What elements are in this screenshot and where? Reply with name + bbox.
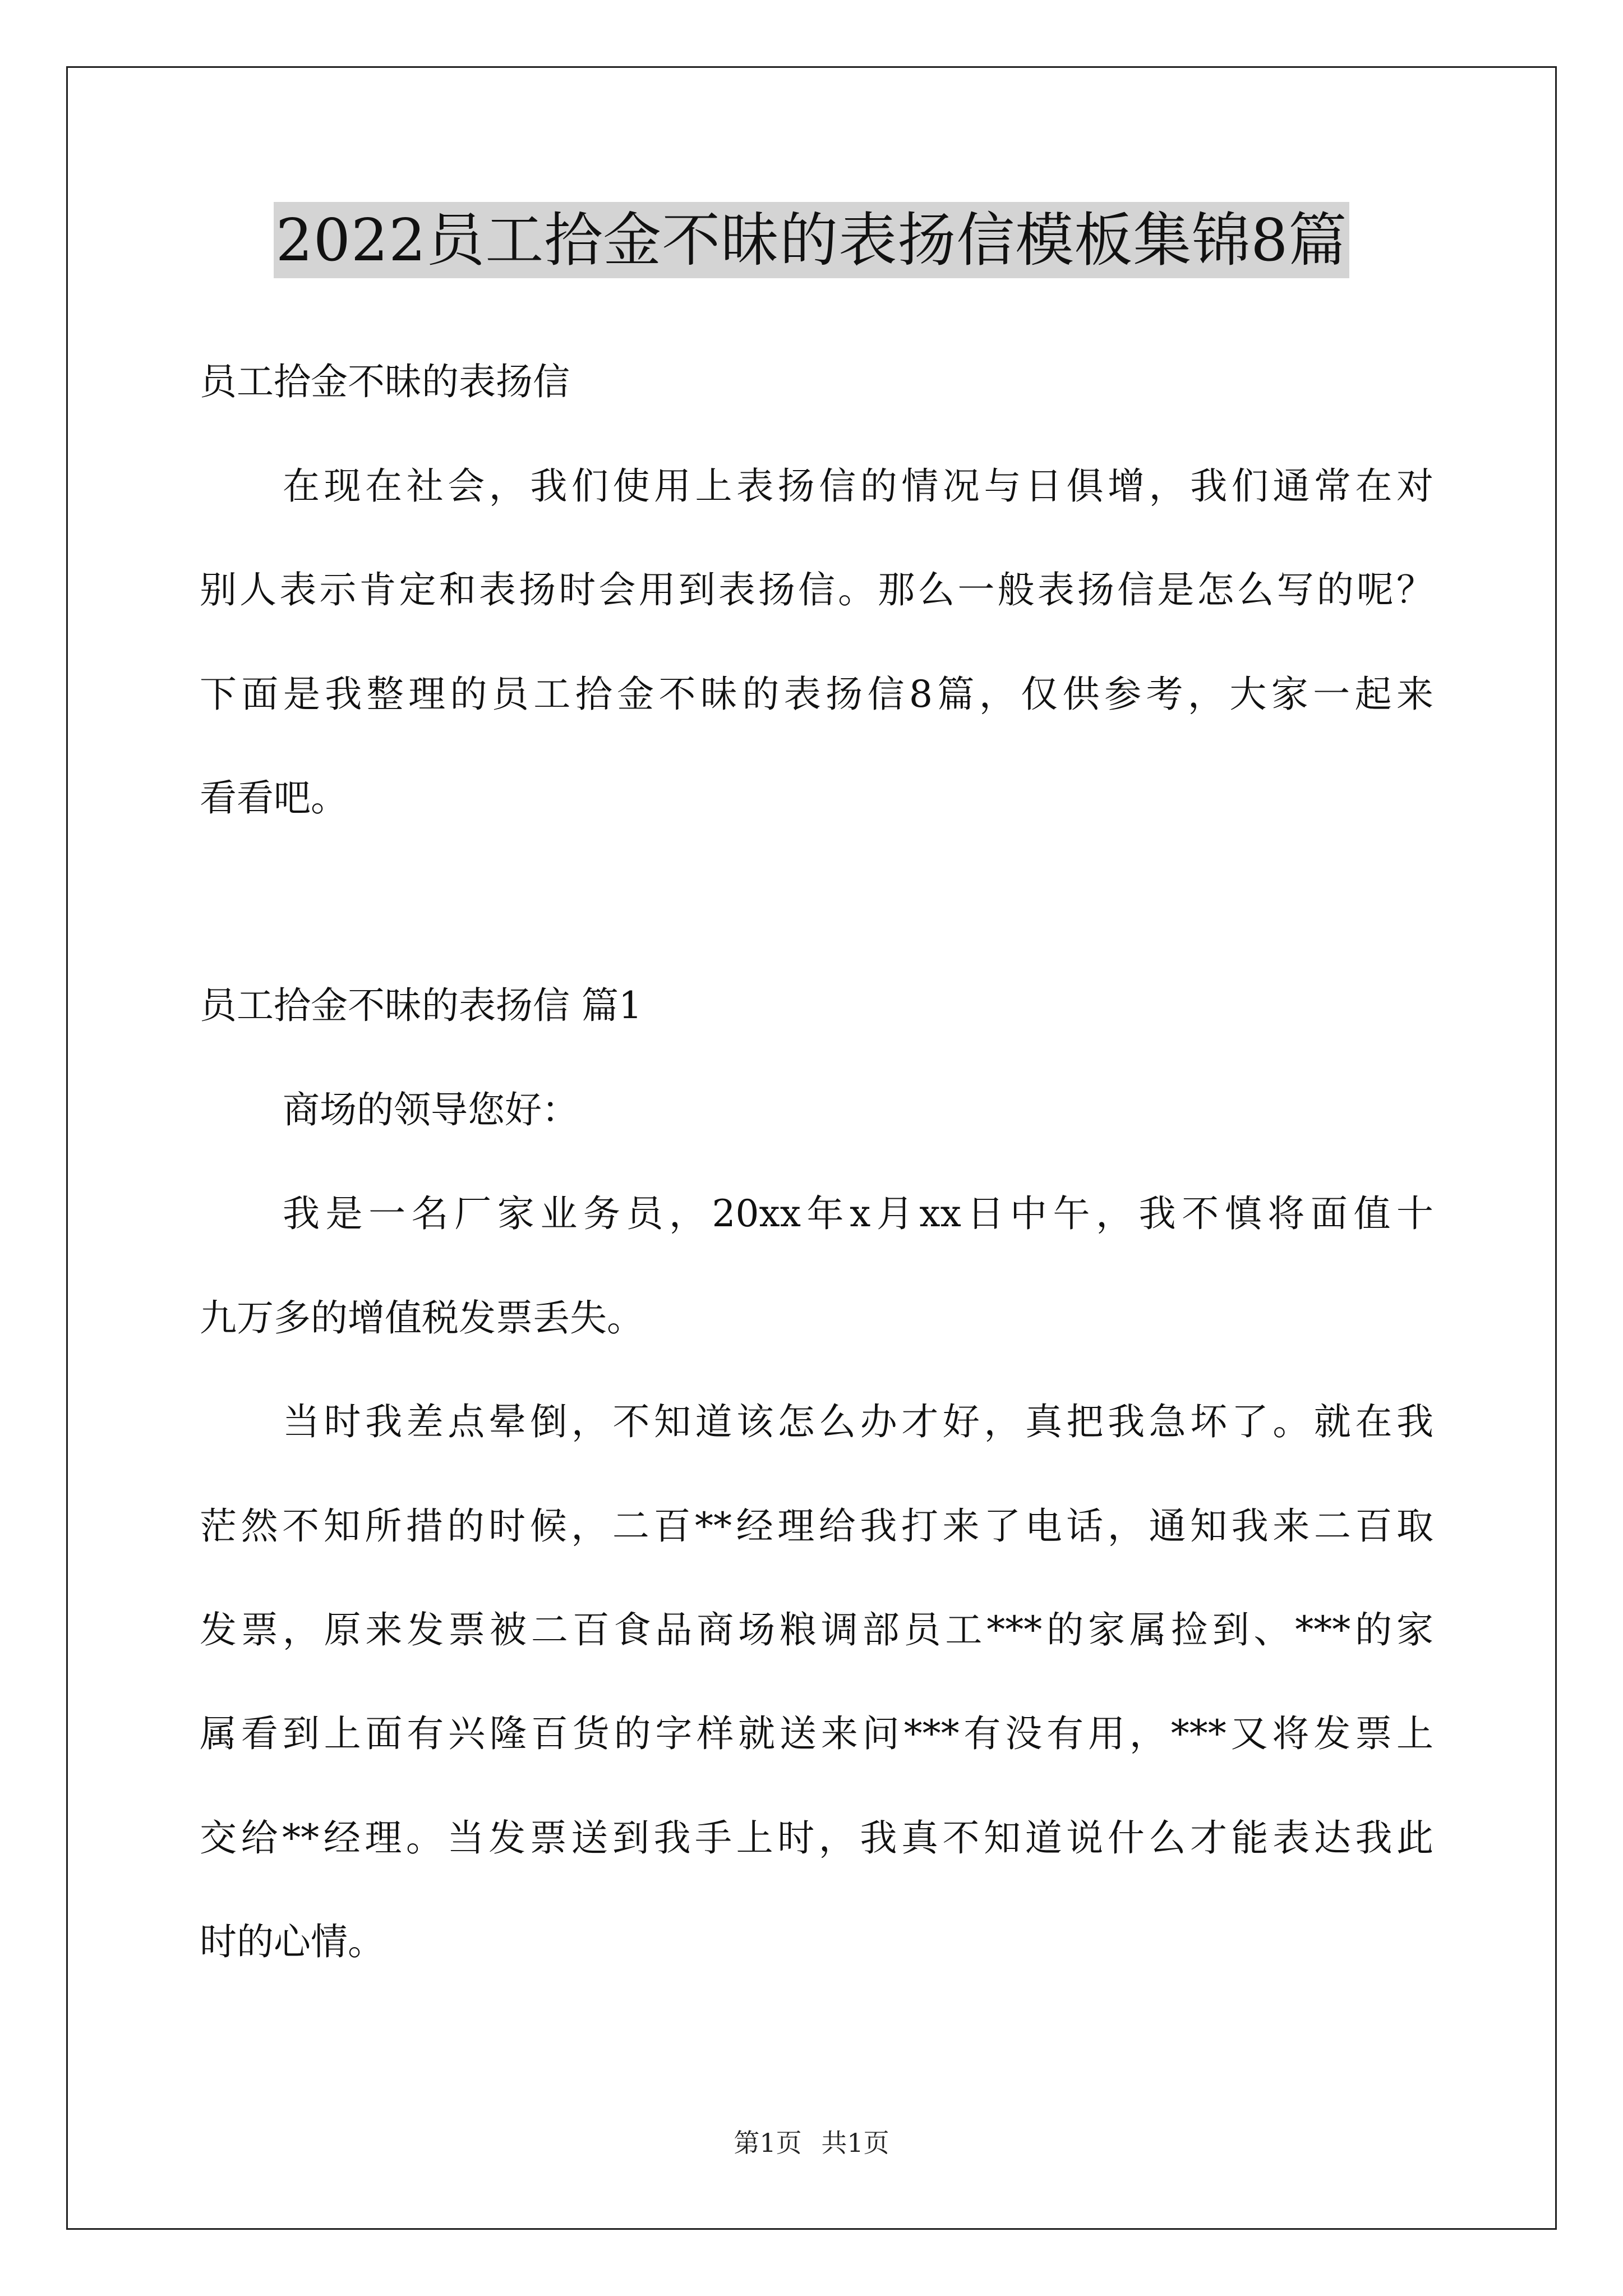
intro-line-4: 看看吧。 bbox=[200, 776, 348, 820]
letter1-para2-line-2: 茫然不知所措的时候，二百**经理给我打来了电话，通知我来二百取 bbox=[200, 1504, 1433, 1548]
page-footer bbox=[0, 2126, 1623, 2160]
letter1-greeting: 商场的领导您好： bbox=[283, 1088, 579, 1131]
letter1-para2-line-1: 当时我差点晕倒，不知道该怎么办才好，真把我急坏了。就在我 bbox=[283, 1400, 1433, 1443]
intro-line-1: 在现在社会，我们使用上表扬信的情况与日俱增，我们通常在对 bbox=[283, 464, 1433, 508]
title-wrap bbox=[0, 202, 1623, 278]
page-total: 共1页 bbox=[821, 2128, 889, 2158]
letter1-para1-line-2: 九万多的增值税发票丢失。 bbox=[200, 1296, 644, 1340]
intro-heading: 员工拾金不昧的表扬信 bbox=[200, 360, 570, 403]
intro-line-3: 下面是我整理的员工拾金不昧的表扬信8篇，仅供参考，大家一起来 bbox=[200, 673, 1433, 716]
intro-line-2: 别人表示肯定和表扬时会用到表扬信。那么一般表扬信是怎么写的呢？ bbox=[200, 568, 1433, 611]
letter1-para2-line-5: 交给**经理。当发票送到我手上时，我真不知道说什么才能表达我此 bbox=[200, 1816, 1433, 1860]
letter1-heading: 员工拾金不昧的表扬信 篇1 bbox=[200, 984, 642, 1027]
page-number: 第1页 bbox=[734, 2128, 802, 2158]
document-title: 2022员工拾金不昧的表扬信模板集锦8篇 bbox=[274, 202, 1350, 278]
letter1-para1-line-1: 我是一名厂家业务员，20xx年x月xx日中午，我不慎将面值十 bbox=[283, 1192, 1433, 1235]
letter1-para2-line-4: 属看到上面有兴隆百货的字样就送来问***有没有用，***又将发票上 bbox=[200, 1712, 1433, 1755]
letter1-para2-line-6: 时的心情。 bbox=[200, 1920, 385, 1963]
letter1-para2-line-3: 发票，原来发票被二百食品商场粮调部员工***的家属捡到、***的家 bbox=[200, 1608, 1433, 1651]
